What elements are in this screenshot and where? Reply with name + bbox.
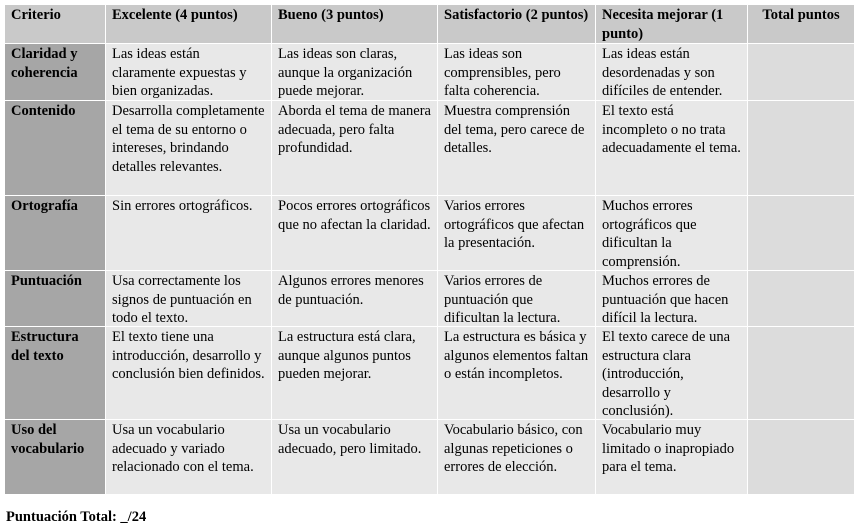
criterion-label: Contenido — [11, 103, 76, 119]
descriptor-text: Las ideas son comprensibles, pero falta coherencia. — [444, 46, 561, 99]
total-score-cell — [748, 101, 855, 196]
level-cell — [596, 420, 748, 495]
criterion-label: Claridad y coherencia — [11, 46, 78, 81]
descriptor-text: Las ideas están claramente expuestas y bien organizadas. — [112, 46, 247, 99]
header-criterio: Criterio — [5, 5, 106, 44]
table-row — [5, 101, 855, 196]
table-row — [5, 420, 855, 495]
descriptor-text: Sin errores ortográficos. — [112, 198, 253, 214]
level-cell — [272, 327, 438, 420]
header-bueno: Bueno (3 puntos) — [272, 5, 438, 44]
total-score-value — [754, 45, 848, 100]
descriptor-text: Desarrolla completamente el tema de su entorno o intereses, brindando detalles relevantes. — [112, 103, 265, 175]
header-excelente: Excelente (4 puntos) — [106, 5, 272, 44]
table-row — [5, 271, 855, 327]
descriptor-text: Usa un vocabulario adecuado y variado relacionado con el tema. — [112, 422, 254, 475]
level-cell — [438, 101, 596, 196]
descriptor-text: Las ideas están desordenadas y son difíciles de entender. — [602, 46, 723, 99]
criterion-cell — [5, 44, 106, 101]
level-cell — [272, 420, 438, 495]
descriptor-text: El texto está incompleto o no trata adecuadamente el tema. — [602, 103, 741, 156]
criterion-label: Ortografía — [11, 198, 78, 214]
level-cell — [106, 44, 272, 101]
level-cell — [438, 420, 596, 495]
level-cell — [272, 44, 438, 101]
descriptor-text: La estructura está clara, aunque algunos puntos pueden mejorar. — [278, 329, 416, 382]
level-cell — [438, 271, 596, 327]
level-cell — [272, 271, 438, 327]
criterion-cell — [5, 420, 106, 495]
level-cell — [106, 327, 272, 420]
level-cell — [596, 44, 748, 101]
descriptor-text: La estructura es básica y algunos elementos faltan o están incompletos. — [444, 329, 589, 382]
total-score-cell — [748, 196, 855, 271]
descriptor-text: Muestra comprensión del tema, pero carece de detalles. — [444, 103, 585, 156]
descriptor-text: Vocabulario muy limitado o inapropiado para el tema. — [602, 422, 735, 475]
descriptor-text: Usa correctamente los signos de puntuación en todo el texto. — [112, 273, 252, 326]
total-score-cell — [748, 327, 855, 420]
criterion-cell — [5, 101, 106, 196]
level-cell — [596, 101, 748, 196]
header-satisfactorio: Satisfactorio (2 puntos) — [438, 5, 596, 44]
descriptor-text: Algunos errores menores de puntuación. — [278, 273, 424, 308]
level-cell — [272, 101, 438, 196]
descriptor-text: Varios errores de puntuación que dificultan la lectura. — [444, 273, 561, 326]
total-score-value — [754, 421, 848, 494]
descriptor-text: Pocos errores ortográficos que no afectan la claridad. — [278, 198, 431, 233]
descriptor-text: Muchos errores de puntuación que hacen difícil la lectura. — [602, 273, 729, 326]
total-score-cell — [748, 271, 855, 327]
header-necesita-mejorar: Necesita mejorar (1 punto) — [596, 5, 748, 44]
descriptor-text: Vocabulario básico, con algunas repeticiones o errores de elección. — [444, 422, 583, 475]
level-cell — [106, 271, 272, 327]
criterion-cell — [5, 196, 106, 271]
table-row — [5, 327, 855, 420]
descriptor-text: Las ideas son claras, aunque la organización puede mejorar. — [278, 46, 413, 99]
total-score-value — [754, 197, 848, 270]
level-cell — [272, 196, 438, 271]
level-cell — [596, 327, 748, 420]
level-cell — [106, 196, 272, 271]
level-cell — [438, 196, 596, 271]
table-row — [5, 44, 855, 101]
level-cell — [438, 44, 596, 101]
descriptor-text: Varios errores ortográficos que afectan la presentación. — [444, 198, 585, 251]
descriptor-text: Aborda el tema de manera adecuada, pero falta profundidad. — [278, 103, 431, 156]
header-total-puntos: Total puntos — [748, 5, 855, 44]
level-cell — [438, 327, 596, 420]
criterion-label: Uso del vocabulario — [11, 422, 85, 457]
total-score-value — [754, 328, 848, 419]
total-score-line: Puntuación Total: _/24 — [6, 509, 147, 525]
total-score-value — [754, 272, 848, 326]
criterion-label: Estructura del texto — [11, 329, 79, 364]
total-score-value — [754, 102, 848, 195]
level-cell — [596, 271, 748, 327]
total-score-cell — [748, 44, 855, 101]
criterion-label: Puntuación — [11, 273, 82, 289]
level-cell — [106, 420, 272, 495]
level-cell — [596, 196, 748, 271]
descriptor-text: Usa un vocabulario adecuado, pero limitado. — [278, 422, 422, 457]
table-row — [5, 196, 855, 271]
table-header-row — [5, 5, 855, 44]
descriptor-text: El texto carece de una estructura clara (introducción, desarrollo y conclusión). — [602, 329, 731, 419]
descriptor-text: Muchos errores ortográficos que dificultan la comprensión. — [602, 198, 697, 270]
criterion-cell — [5, 327, 106, 420]
level-cell — [106, 101, 272, 196]
criterion-cell — [5, 271, 106, 327]
descriptor-text: El texto tiene una introducción, desarrollo y conclusión bien definidos. — [112, 329, 265, 382]
rubric-table — [4, 4, 855, 495]
total-score-cell — [748, 420, 855, 495]
